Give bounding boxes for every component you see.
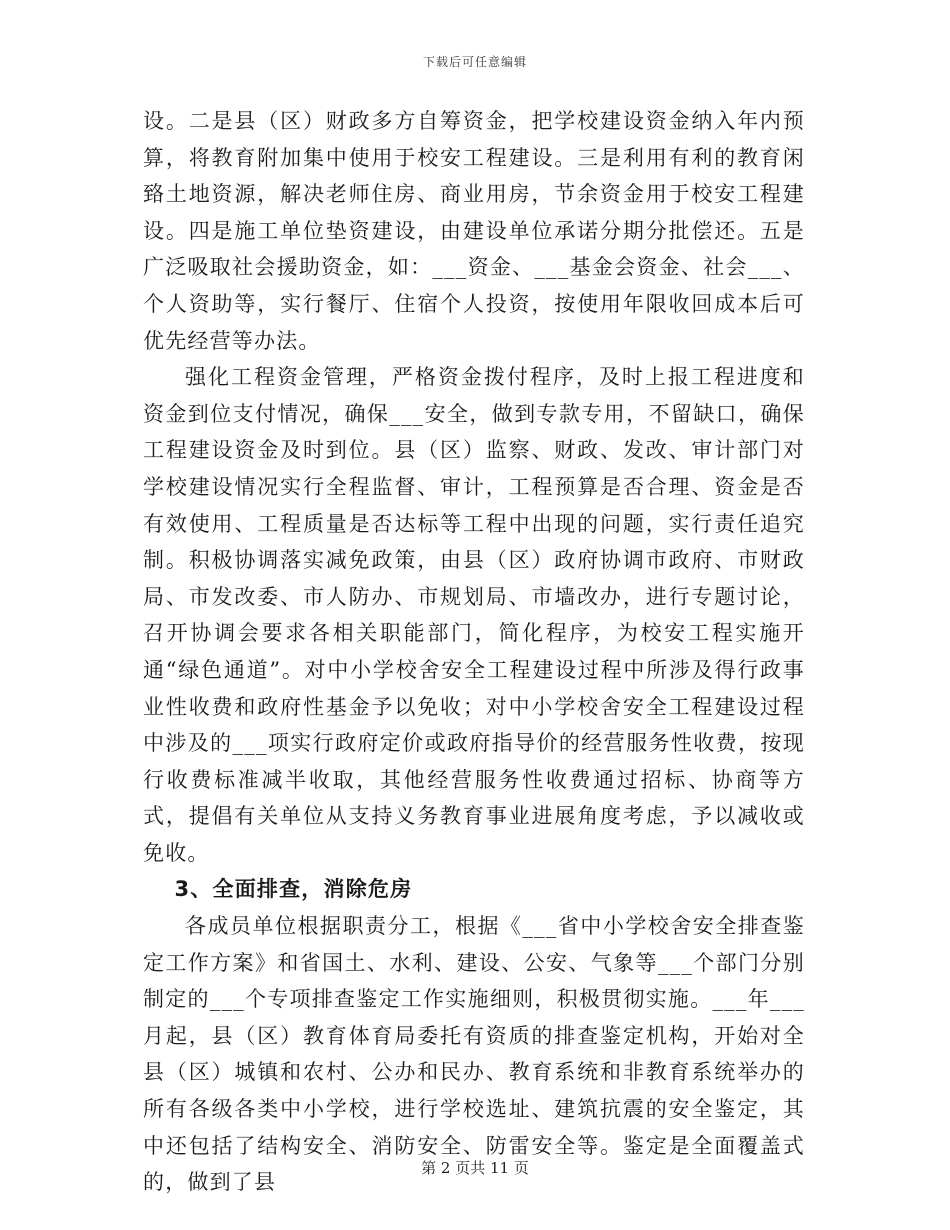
paragraph-inspection: 各成员单位根据职责分工，根据《___省中小学校舍安全排查鉴定工作方案》和省国土、水利、建设、公安、气象等___个部门分别制定的___个专项排查鉴定工作实施细则，积极贯彻实施。___年___月起，县（区）教育体育局委托有资质的排查鉴定机构，开始对全县（区）城镇和农村、公办和民办、教育系统和非教育系统举办的所有各级各类中小学校，进行学校选址、建筑抗震的安全鉴定，其中还包括了结构安全、消防安全、防雷安全等。鉴定是全面覆盖式的，做到了县 (143, 914, 805, 1195)
section-heading: 3、全面排查，消除危房 (174, 877, 413, 902)
page-footer: 第 2 页共 11 页 (421, 1159, 529, 1177)
paragraph-funding-sources: 设。二是县（区）财政多方自筹资金，把学校建设资金纳入年内预算，将教育附加集中使用于校安工程建设。三是利用有利的教育闲臵土地资源，解决老师住房、商业用房，节余资金用于校安工程建设。四是施工单位垫资建设，由建设单位承诺分期分批偿还。五是广泛吸取社会援助资金，如：___资金、___基金会资金、社会___、个人资助等，实行餐厅、住宿个人投资，按使用年限收回成本后可优先经营等办法。 (143, 109, 805, 353)
page-header: 下载后可任意编辑 (422, 55, 527, 69)
document-body (143, 103, 805, 1201)
paragraph-fund-management: 强化工程资金管理，严格资金拨付程序，及时上报工程进度和资金到位支付情况，确保___安全，做到专款专用，不留缺口，确保工程建设资金及时到位。县（区）监察、财政、发改、审计部门对学校建设情况实行全程监督、审计，工程预算是否合理、资金是否有效使用、工程质量是否达标等工程中出现的问题，实行责任追究制。积极协调落实减免政策，由县（区）政府协调市政府、市财政局、市发改委、市人防办、市规划局、市墙改办，进行专题讨论，召开协调会要求各相关职能部门，简化程序，为校安工程实施开通“绿色通道”。对中小学校舍安全工程建设过程中所涉及得行政事业性收费和政府性基金予以免收；对中小学校舍安全工程建设过程中涉及的___项实行政府定价或政府指导价的经营服务性收费，按现行收费标准减半收取，其他经营服务性收费通过招标、协商等方式，提倡有关单位从支持义务教育事业进展角度考虑，予以减收或免收。 (143, 365, 805, 865)
